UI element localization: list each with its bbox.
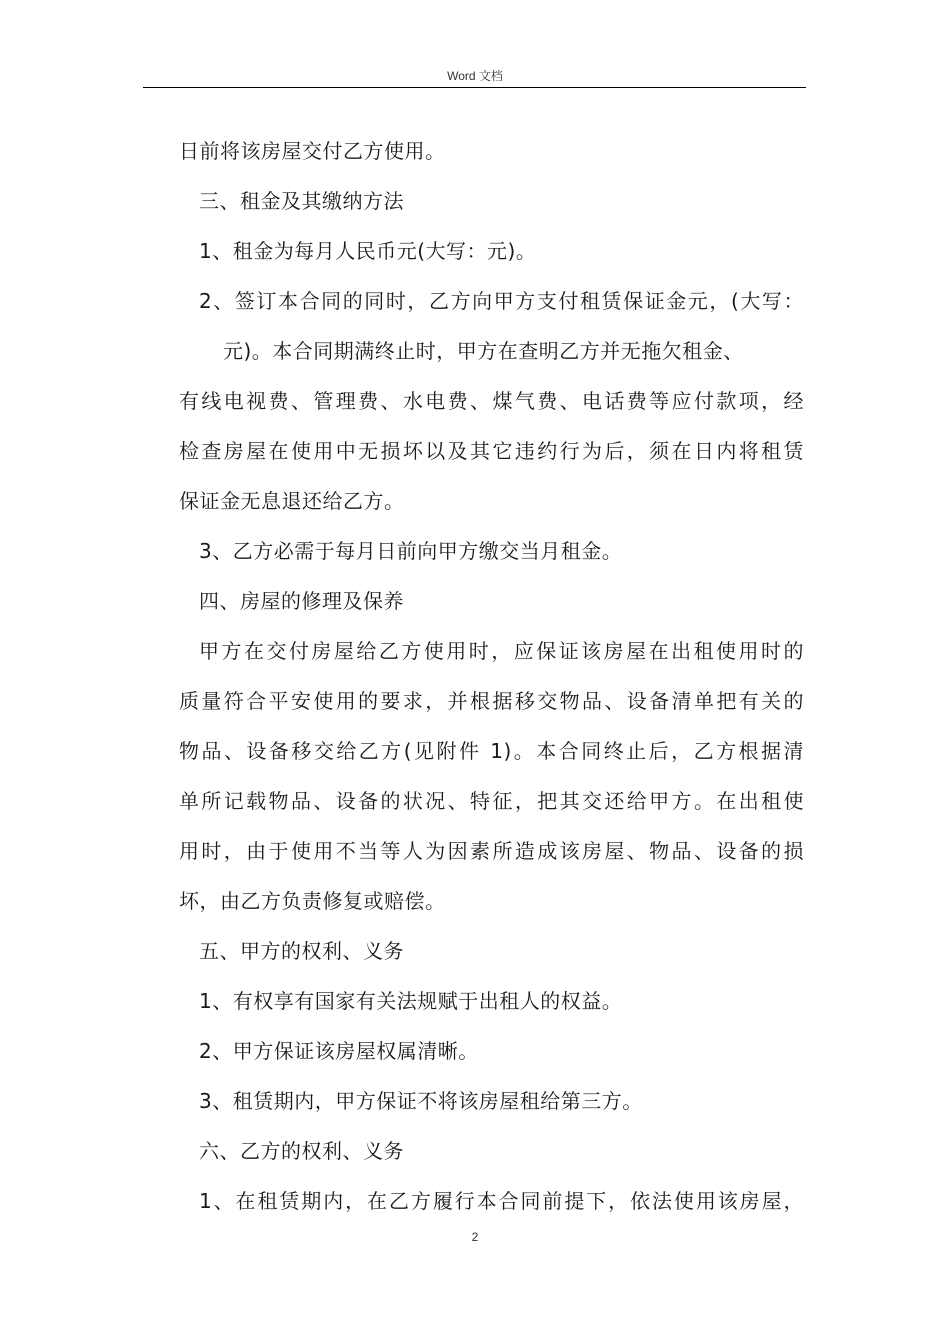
text-line: 检查房屋在使用中无损坏以及其它违约行为后，须在日内将租赁 (179, 439, 804, 463)
header-divider (143, 87, 806, 88)
text-line: 物品、设备移交给乙方(见附件 1)。本合同终止后，乙方根据清 (179, 739, 804, 763)
section-heading: 四、房屋的修理及保养 (199, 589, 404, 613)
list-item: 3、乙方必需于每月日前向甲方缴交当月租金。 (199, 539, 623, 563)
document-body (179, 126, 804, 1226)
text-line: 质量符合平安使用的要求，并根据移交物品、设备清单把有关的 (179, 689, 804, 713)
page-header: Word 文档 (447, 69, 503, 83)
text-line: 日前将该房屋交付乙方使用。 (179, 139, 446, 163)
section-heading: 六、乙方的权利、义务 (199, 1139, 404, 1163)
page-number: 2 (471, 1230, 479, 1244)
list-item: 2、签订本合同的同时，乙方向甲方支付租赁保证金元，(大写： (199, 289, 804, 313)
text-line: 坏，由乙方负责修复或赔偿。 (179, 889, 446, 913)
list-item: 1、租金为每月人民币元(大写：元)。 (199, 239, 537, 263)
text-line: 保证金无息退还给乙方。 (179, 489, 405, 513)
list-item: 3、租赁期内，甲方保证不将该房屋租给第三方。 (199, 1089, 643, 1113)
section-heading: 五、甲方的权利、义务 (199, 939, 404, 963)
list-item: 1、有权享有国家有关法规赋于出租人的权益。 (199, 989, 623, 1013)
text-line: 有线电视费、管理费、水电费、煤气费、电话费等应付款项，经 (179, 389, 804, 413)
list-item: 1、在租赁期内，在乙方履行本合同前提下，依法使用该房屋， (199, 1189, 804, 1213)
text-line: 用时，由于使用不当等人为因素所造成该房屋、物品、设备的损 (179, 839, 804, 863)
text-line: 单所记载物品、设备的状况、特征，把其交还给甲方。在出租使 (179, 789, 804, 813)
text-line: 甲方在交付房屋给乙方使用时，应保证该房屋在出租使用时的 (199, 639, 804, 663)
section-heading: 三、租金及其缴纳方法 (199, 189, 404, 213)
text-line: 元)。本合同期满终止时，甲方在查明乙方并无拖欠租金、 (223, 339, 744, 363)
list-item: 2、甲方保证该房屋权属清晰。 (199, 1039, 479, 1063)
